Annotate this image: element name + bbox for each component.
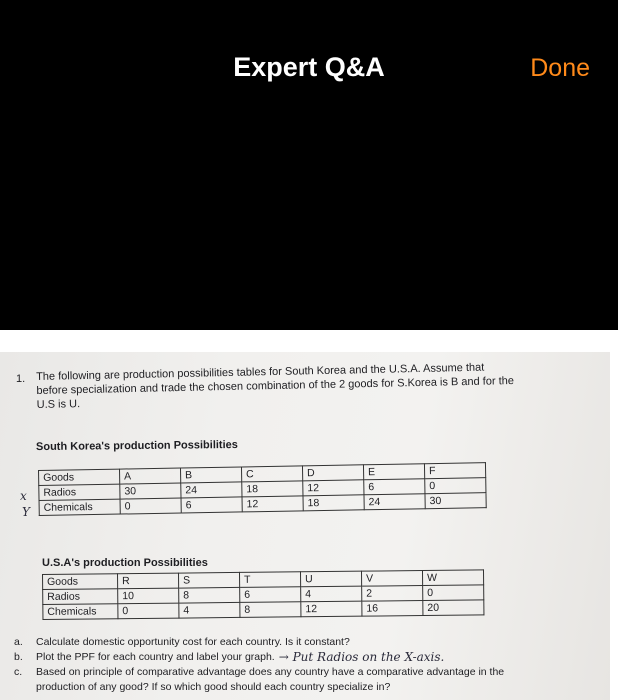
table-cell: 0 (423, 585, 484, 601)
table-cell: 12 (242, 496, 303, 512)
table-cell: 18 (303, 495, 364, 511)
table-cell: C (241, 466, 302, 482)
table-cell: 6 (240, 587, 301, 603)
table-cell: Radios (43, 589, 118, 605)
table-cell: 12 (301, 601, 362, 617)
item-text: Based on principle of comparative advantage does any country have a comparative advantage in the production of any good? If so which good should each country specialize in? (36, 666, 505, 693)
table-cell: 18 (242, 481, 303, 497)
south-korea-title: South Korea's production Possibilities (35, 438, 238, 454)
table-cell: W (422, 570, 483, 586)
table-cell: B (180, 467, 241, 483)
table-cell: 6 (364, 479, 425, 495)
table-cell: 0 (120, 498, 181, 514)
table-cell: Chemicals (39, 499, 120, 515)
table-cell: A (119, 468, 180, 484)
table-cell: T (239, 572, 300, 588)
table-cell: 4 (179, 602, 240, 618)
table-cell: 12 (303, 480, 364, 496)
item-label: c. (14, 666, 23, 678)
table-cell: 24 (181, 482, 242, 498)
table-row (43, 600, 484, 620)
worksheet (0, 352, 610, 700)
question-text: The following are production possibilities tables for South Korea and the U.S.A. Assume that before specialization and trade the chosen combination of the 2 goods for S.Korea is B and for the U.S is U. (36, 361, 515, 411)
table-cell: Chemicals (43, 604, 118, 620)
table-cell: R (118, 573, 179, 589)
usa-table (42, 569, 484, 620)
table-cell: 30 (425, 493, 486, 509)
table-cell: 4 (301, 586, 362, 602)
spacer (0, 330, 618, 352)
table-cell: F (424, 463, 485, 479)
table-cell: Goods (39, 469, 120, 485)
table-cell: 0 (118, 603, 179, 619)
done-button[interactable]: Done (530, 54, 590, 82)
table-cell: E (363, 464, 424, 480)
list-item (14, 635, 536, 650)
sub-questions (14, 635, 536, 695)
question-photo (0, 352, 610, 700)
question-number: 1. (16, 373, 26, 385)
item-text: Calculate domestic opportunity cost for each country. Is it constant? (36, 636, 350, 648)
item-label: b. (14, 651, 23, 663)
app-header (0, 0, 618, 330)
table-cell: 6 (181, 497, 242, 513)
table-cell: Goods (43, 574, 118, 590)
hand-y-mark: Y (22, 505, 30, 519)
item-label: a. (14, 636, 23, 648)
hand-x-mark: x (20, 489, 27, 503)
list-item (14, 665, 536, 695)
item-text: Plot the PPF for each country and label your graph. (36, 651, 275, 663)
table-cell: 10 (118, 588, 179, 604)
table-cell: V (361, 571, 422, 587)
table-cell: U (300, 571, 361, 587)
handwritten-note: → Put Radios on the X-axis. (278, 650, 445, 664)
table-cell: 2 (362, 586, 423, 602)
table-cell: Radios (39, 484, 120, 500)
table-cell: 30 (120, 483, 181, 499)
table-cell: 20 (423, 600, 484, 616)
south-korea-table (38, 462, 487, 516)
table-cell: D (302, 465, 363, 481)
table-cell: 16 (362, 601, 423, 617)
usa-title: U.S.A's production Possibilities (42, 557, 208, 569)
table-cell: 8 (240, 602, 301, 618)
list-item (14, 650, 536, 665)
page-title: Expert Q&A (233, 52, 385, 82)
table-cell: 8 (179, 587, 240, 603)
table-cell: 24 (364, 494, 425, 510)
table-cell: S (178, 572, 239, 588)
table-cell: 0 (425, 478, 486, 494)
